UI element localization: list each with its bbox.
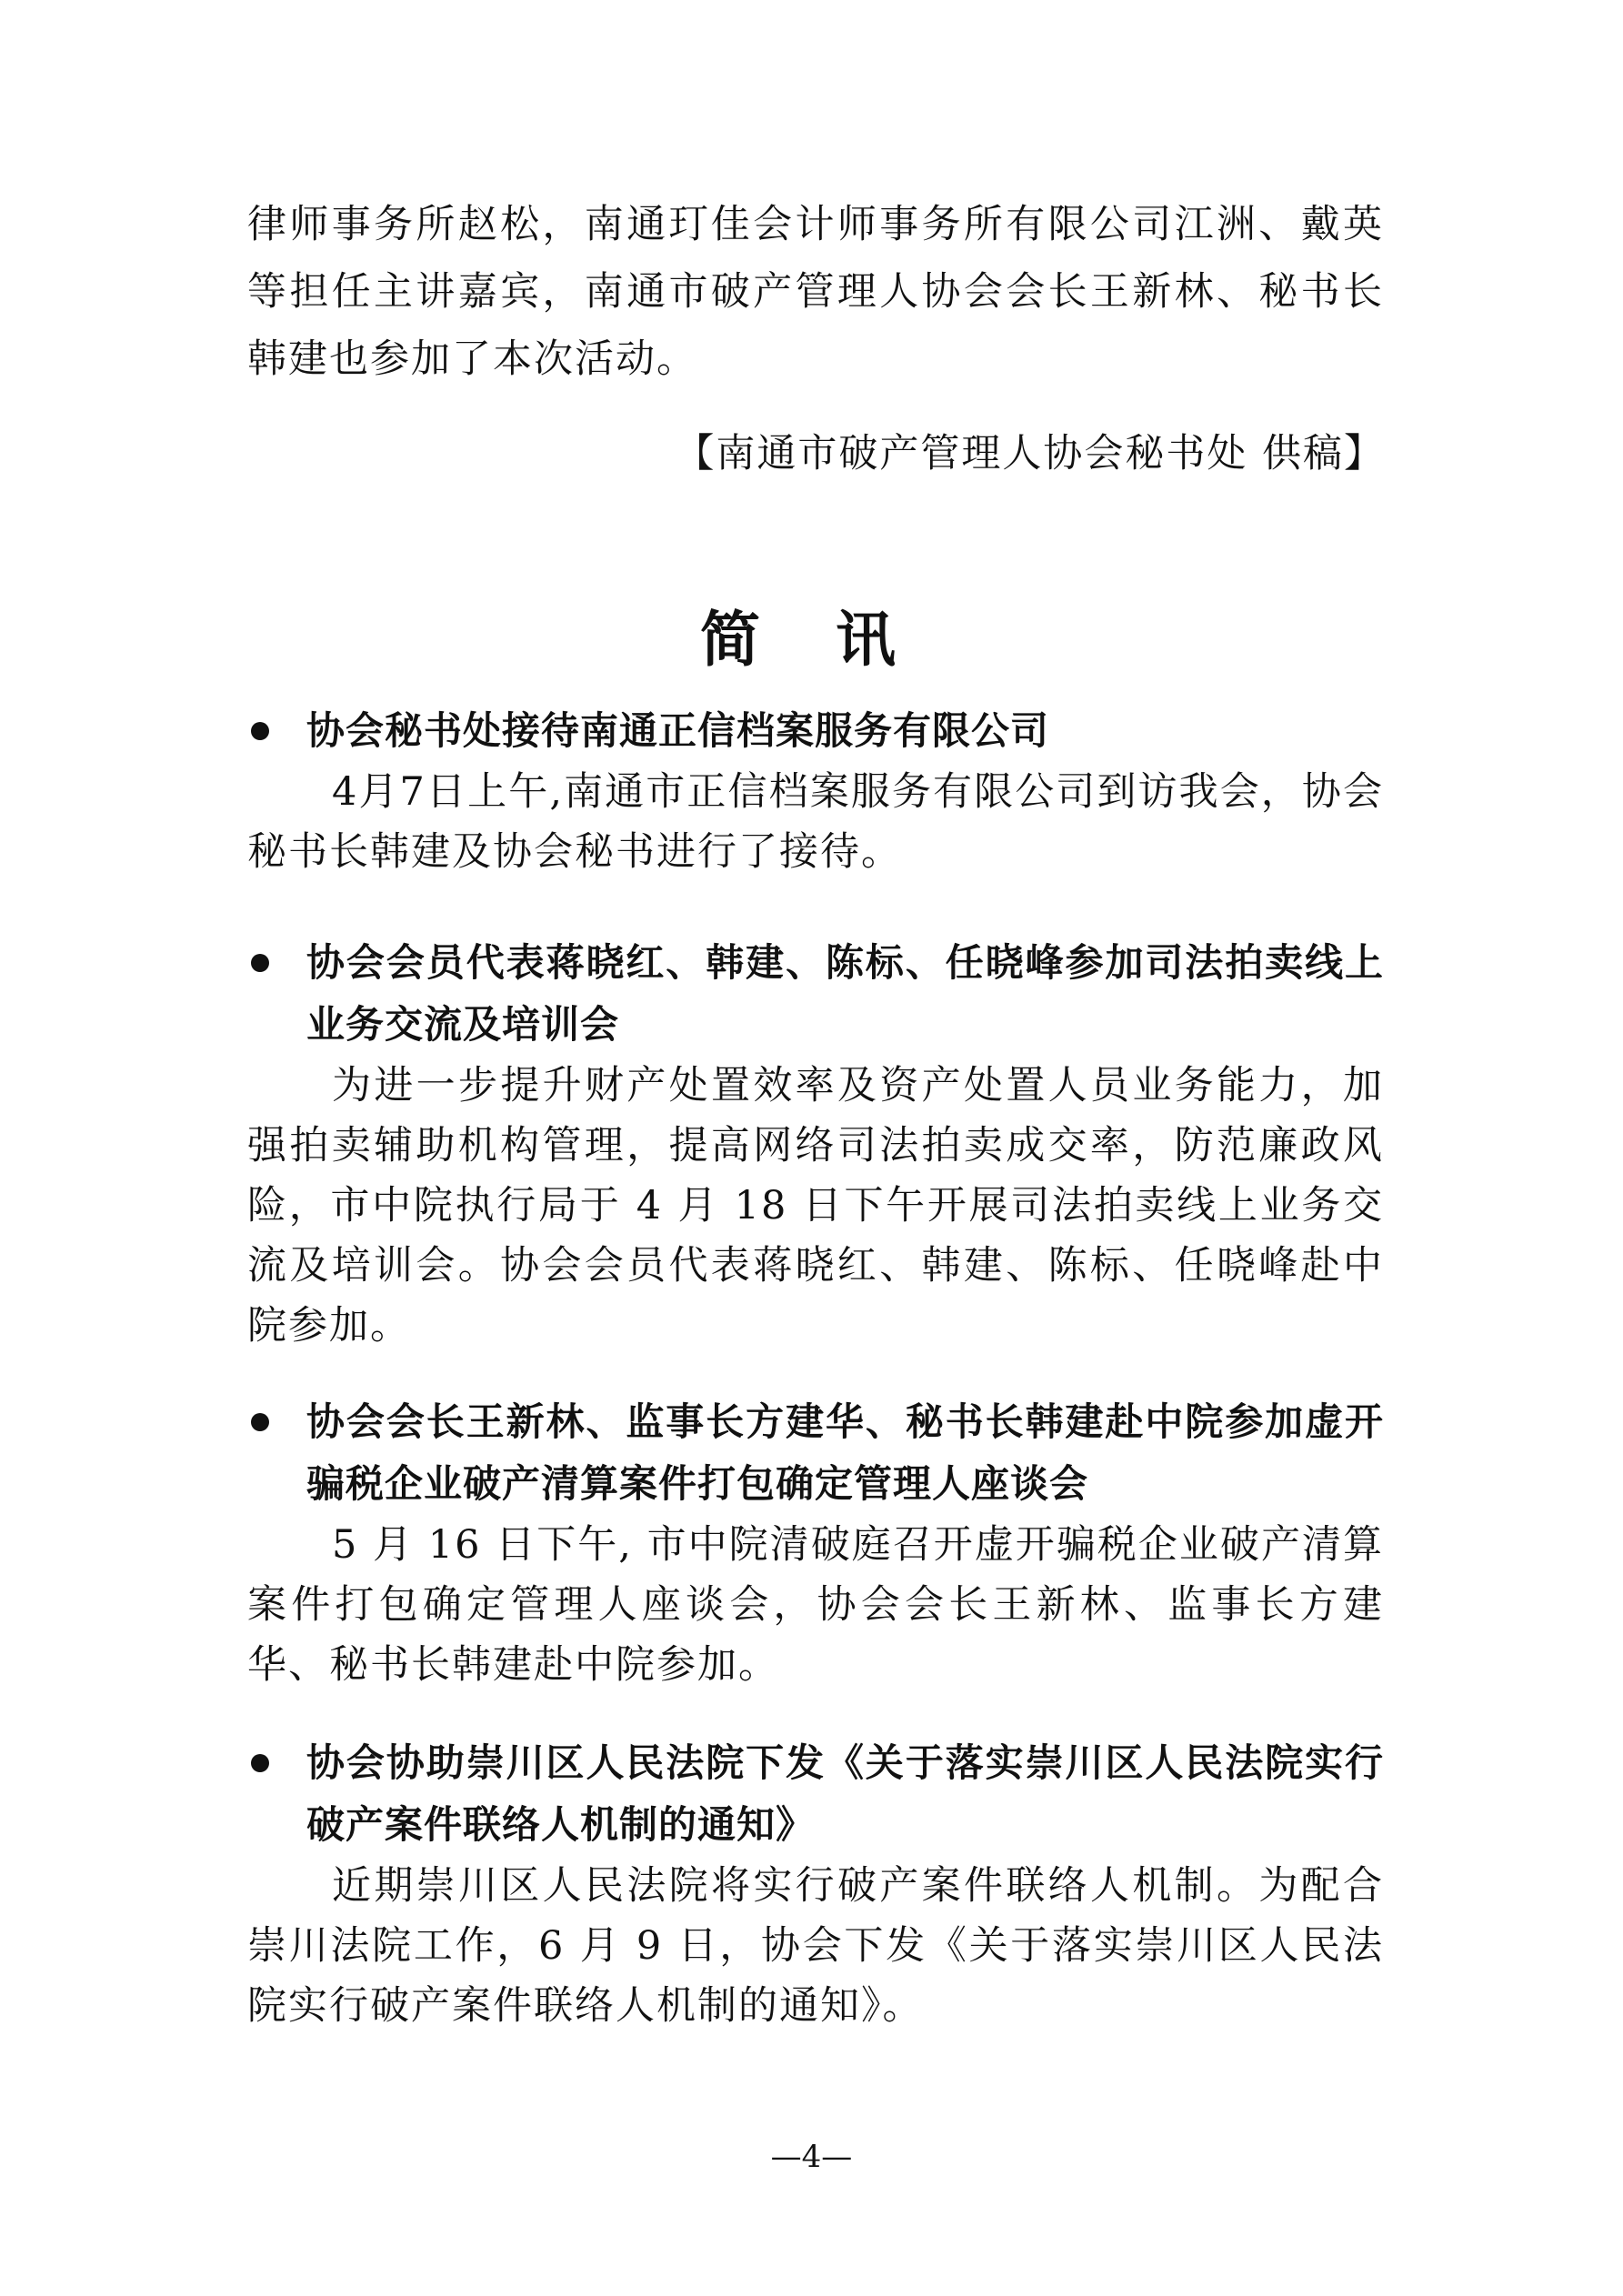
bullet-icon [251,1754,269,1772]
news-title [247,1391,1384,1515]
bullet-icon [251,722,269,740]
section-title: 简 讯 [700,605,923,675]
source-credit: 【南通市破产管理人协会秘书处 供稿】 [675,431,1385,476]
intro-paragraph [247,191,1384,393]
news-title [247,932,1384,1056]
intro-text: 律师事务所赵松，南通玎佳会计师事务所有限公司江洲、戴英等担任主讲嘉宾，南通市破产管理人协会会长王新林、秘书长韩建也参加了本次活动。 [247,202,1384,382]
news-item [247,1391,1384,1695]
news-body: 5 月 16 日下午, 市中院清破庭召开虚开骗税企业破产清算案件打包确定管理人座谈会，协会会长王新林、监事长方建华、秘书长韩建赴中院参加。 [247,1522,1384,1688]
news-item [247,932,1384,1356]
news-title-text: 协会会员代表蒋晓红、韩建、陈标、任晓峰参加司法拍卖线上业务交流及培训会 [306,940,1384,1047]
page-number: —4— [770,2139,853,2175]
bullet-icon [251,1413,269,1431]
news-title-text: 协会协助崇川区人民法院下发《关于落实崇川区人民法院实行破产案件联络人机制的通知》 [306,1740,1384,1847]
news-title [247,700,1384,762]
news-title-text: 协会会长王新林、监事长方建华、秘书长韩建赴中院参加虚开骗税企业破产清算案件打包确定管理人座谈会 [306,1399,1384,1506]
bullet-icon [251,954,269,972]
news-body: 近期崇川区人民法院将实行破产案件联络人机制。为配合崇川法院工作，6 月 9 日，协会下发《关于落实崇川区人民法院实行破产案件联络人机制的通知》。 [247,1863,1384,2029]
news-body: 为进一步提升财产处置效率及资产处置人员业务能力，加强拍卖辅助机构管理，提高网络司法拍卖成交率，防范廉政风险，市中院执行局于 4 月 18 日下午开展司法拍卖线上业务交流及培训会。协会会员代表蒋晓红、韩建、陈标、任晓峰赴中院参加。 [247,1063,1384,1349]
news-body: 4月7日上午,南通市正信档案服务有限公司到访我会，协会秘书长韩建及协会秘书进行了接待。 [247,769,1384,875]
news-item [247,1732,1384,2036]
news-title-text: 协会秘书处接待南通正信档案服务有限公司 [306,708,1050,753]
news-item [247,700,1384,882]
news-title [247,1732,1384,1856]
